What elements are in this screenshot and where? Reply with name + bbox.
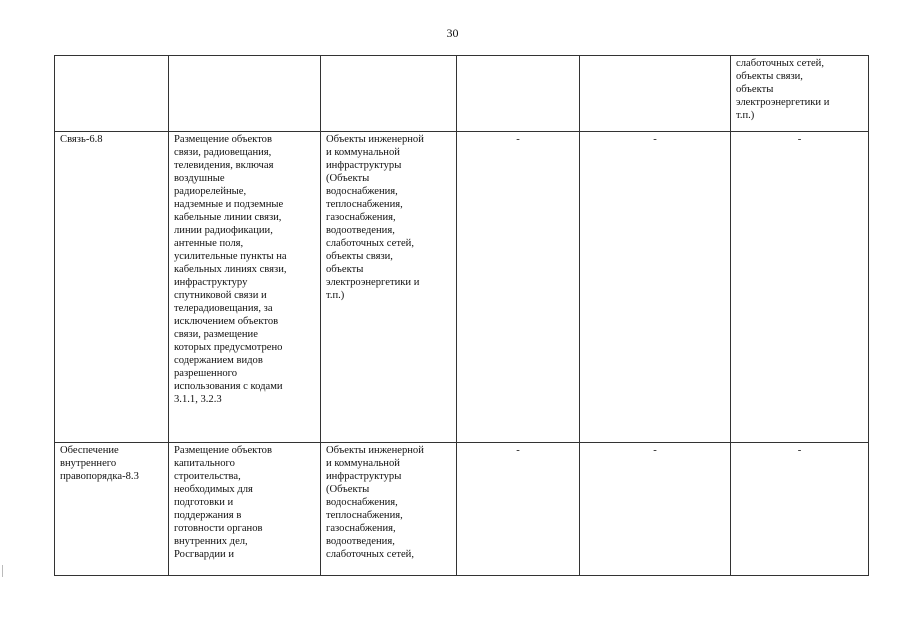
cell-col-4-dash: - xyxy=(457,132,580,443)
page-number: 30 xyxy=(446,26,459,40)
table-row-continuation xyxy=(55,56,869,132)
cell-col-4-dash: - xyxy=(457,443,580,576)
cell-activity-type: Связь-6.8 xyxy=(55,132,169,443)
cell-col-5-dash: - xyxy=(580,443,731,576)
cell-col-4 xyxy=(457,56,580,132)
scan-edge-mark-left xyxy=(2,565,3,577)
cell-description: Размещение объектов капитального строительства, необходимых для подготовки и поддержания в готовности органов внутренних дел, Росгвардии и xyxy=(169,443,321,576)
table-row-sviaz xyxy=(55,132,869,443)
cell-description xyxy=(169,56,321,132)
cell-col-6-dash: - xyxy=(731,132,869,443)
cell-description: Размещение объектов связи, радиовещания, телевидения, включая воздушные радиорелейные, надземные и подземные кабельные линии связи, линии радиофикации, антенные поля, усилительные пункты на кабельных линиях связи, инфраструктуру спутниковой связи и телерадиовещания, за исключением объектов связи, размещение которых предусмотрено содержанием видов разрешенного использования с кодами 3.1.1, 3.2.3 xyxy=(169,132,321,443)
cell-col-5-dash: - xyxy=(580,132,731,443)
land-use-table xyxy=(54,55,869,576)
cell-activity-type: Обеспечение внутреннего правопорядка-8.3 xyxy=(55,443,169,576)
cell-col-6-dash: - xyxy=(731,443,869,576)
cell-auxiliary-use: Объекты инженерной и коммунальной инфраструктуры (Объекты водоснабжения, теплоснабжения, газоснабжения, водоотведения, слаботочных сетей, xyxy=(321,443,457,576)
cell-auxiliary-use: Объекты инженерной и коммунальной инфраструктуры (Объекты водоснабжения, теплоснабжения, газоснабжения, водоотведения, слаботочных сетей, объекты связи, объекты электроэнергетики и т.п.) xyxy=(321,132,457,443)
table-row-pravoporiadok xyxy=(55,443,869,576)
cell-activity-type xyxy=(55,56,169,132)
cell-col-6: слаботочных сетей, объекты связи, объекты электроэнергетики и т.п.) xyxy=(731,56,869,132)
cell-col-5 xyxy=(580,56,731,132)
cell-auxiliary-use xyxy=(321,56,457,132)
